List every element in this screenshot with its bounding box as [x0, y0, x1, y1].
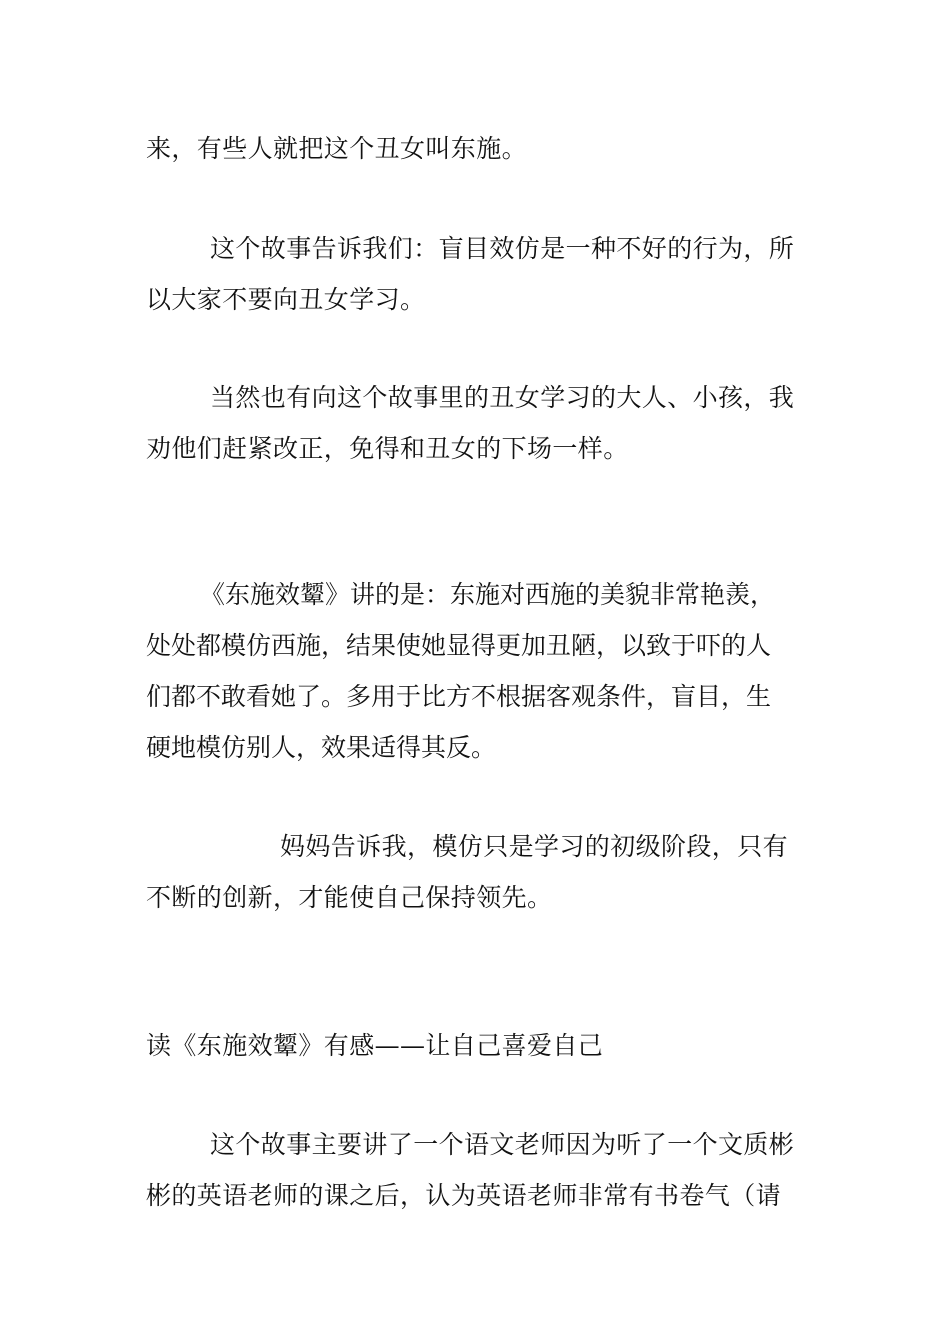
paragraph-line: 来，有些人就把这个丑女叫东施。: [146, 134, 528, 163]
paragraph-line: 处处都模仿西施，结果使她显得更加丑陋，以致于吓的人: [146, 631, 772, 660]
paragraph-line: 当然也有向这个故事里的丑女学习的大人、小孩，我: [210, 383, 795, 412]
paragraph-line: 们都不敢看她了。多用于比方不根据客观条件，盲目，生: [146, 682, 772, 711]
paragraph-line: 硬地模仿别人，效果适得其反。: [146, 733, 497, 762]
paragraph-line: 这个故事告诉我们：盲目效仿是一种不好的行为，所: [210, 234, 795, 263]
paragraph-line: 不断的创新，才能使自己保持领先。: [146, 883, 553, 912]
section-heading: 读《东施效颦》有感——让自己喜爱自己: [146, 1031, 604, 1060]
paragraph-line: 彬的英语老师的课之后，认为英语老师非常有书卷气（请: [146, 1181, 782, 1210]
paragraph-line: 妈妈告诉我，模仿只是学习的初级阶段，只有: [280, 832, 789, 861]
paragraph-line: 劝他们赶紧改正，免得和丑女的下场一样。: [146, 434, 629, 463]
paragraph-line: 这个故事主要讲了一个语文老师因为听了一个文质彬: [210, 1130, 795, 1159]
paragraph-line: 以大家不要向丑女学习。: [146, 285, 426, 314]
paragraph-line: 《东施效颦》讲的是：东施对西施的美貌非常艳羡，: [200, 580, 776, 609]
